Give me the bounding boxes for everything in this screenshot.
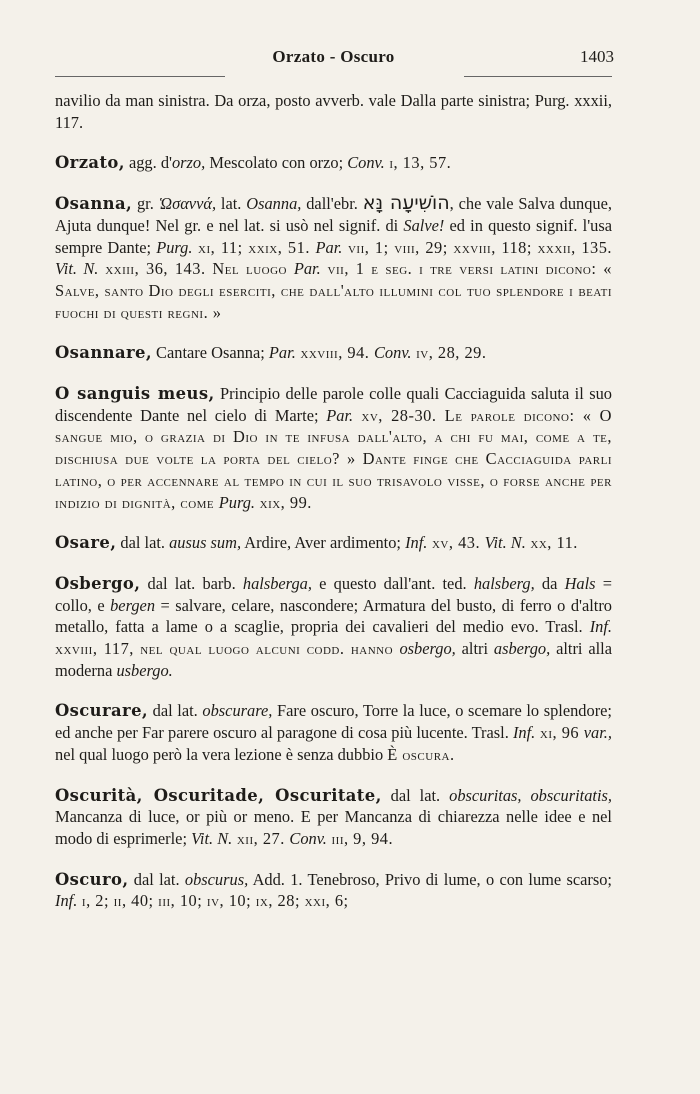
headword: Oscuro, bbox=[55, 869, 129, 889]
entry-osannare: Osannare, Cantare Osanna; Par. xxviii, 94. Conv. iv, 28, 29. bbox=[55, 343, 487, 363]
headword: Osare, bbox=[55, 533, 117, 553]
headword: Orzato, bbox=[55, 153, 125, 173]
headword: Oscurare, bbox=[55, 701, 149, 721]
page-header bbox=[55, 0, 614, 66]
entry-oscuro: Oscuro, dal lat. obscurus, Add. 1. Tenebroso, Privo di lume, o con lume scarso; Inf. i, 2; ii, 40; iii, 10; iv, 10; ix, 28; xxi, 6; bbox=[55, 869, 612, 911]
entry-oscurare: Oscurare, dal lat. obscurare, Fare oscuro, Torre la luce, o scemare lo splendore; ed anche per Far parere oscuro al paragone di cosa più lucente. Trasl. Inf. xi, 96 var., nel qual luogo però la vera lezione è senza dubbio È oscura. bbox=[55, 701, 612, 764]
entry-orzato: Orzato, agg. d'orzo, Mescolato con orzo; Conv. i, 13, 57. bbox=[55, 153, 452, 173]
entry-osanna: Osanna, gr. Ὡσαννά, lat. Osanna, dall'ebr. הוֹשִׁיעָה נָּא, che vale Salva dunque, Ajuta dunque! Nel gr. e nel lat. si usò nel signif. di Salve! ed in questo signif. l'usa sempre Dante; Purg. xi, 11; xxix, 51. Par. vii, 1; viii, 29; xxviii, 118; xxxii, 135. Vit. N. xxiii, 36, 143. Nel luogo Par. vii, 1 e seg. i tre versi latini dicono: « Salve, santo Dio degli eserciti, che dall'alto illumini col tuo splendore i beati fuochi di questi regni. » bbox=[55, 192, 613, 322]
headword: O sanguis meus, bbox=[55, 384, 215, 404]
page-number: 1403 bbox=[580, 47, 614, 66]
entry-text: navilio da man sinistra. Da orza, posto avverb. vale Dalla parte sinistra; Purg. xxxii, 117. bbox=[55, 91, 612, 132]
header-rule-right bbox=[464, 76, 612, 77]
headword: Osannare, bbox=[55, 343, 152, 363]
running-title: Orzato - Oscuro bbox=[272, 47, 395, 66]
headword: Oscurità, Oscuritade, Oscuritate, bbox=[55, 785, 382, 805]
entry-continuation bbox=[55, 90, 612, 133]
entry-o-sanguis-meus: O sanguis meus, Principio delle parole colle quali Cacciaguida saluta il suo discendente Dante nel cielo di Marte; Par. xv, 28-30. Le parole dicono: « O sangue mio, o grazia di Dio in te infusa dall'alto, a chi fu mai, come a te, dischiusa due volte la porta del cielo? » Dante finge che Cacciaguida parli latino, o per accennare al tempo in cui il suo trisavolo visse, o forse anche per indizio di dignità, come Purg. xix, 99. bbox=[55, 384, 613, 512]
headword: Osbergo, bbox=[55, 573, 141, 593]
hebrew-text: הוֹשִׁיעָה נָּא bbox=[362, 192, 450, 215]
greek-text: Ὡσαννά, bbox=[158, 194, 217, 214]
entries-body bbox=[55, 90, 612, 912]
entry-osare: Osare, dal lat. ausus sum, Ardire, Aver ardimento; Inf. xv, 43. Vit. N. xx, 11. bbox=[55, 533, 578, 553]
header-rule-left bbox=[55, 76, 225, 77]
entry-oscurita: Oscurità, Oscuritade, Oscuritate, dal lat. obscuritas, obscuritatis, Mancanza di luce, or più or meno. E per Mancanza di chiarezza nelle idee e nel modo di esprimerle; Vit. N. xii, 27. Conv. iii, 9, 94. bbox=[55, 785, 612, 848]
headword: Osanna, bbox=[55, 194, 133, 214]
entry-osbergo: Osbergo, dal lat. barb. halsberga, e questo dall'ant. ted. halsberg, da Hals = collo, e bergen = salvare, celare, nascondere; Armatura del busto, di ferro o d'altro metallo, fatta a lame o a scaglie, propria dei cavalieri del medio evo. Trasl. Inf. xxviii, 117, nel qual luogo alcuni codd. hanno osbergo, altri asbergo, altri alla moderna usbergo. bbox=[55, 573, 612, 680]
